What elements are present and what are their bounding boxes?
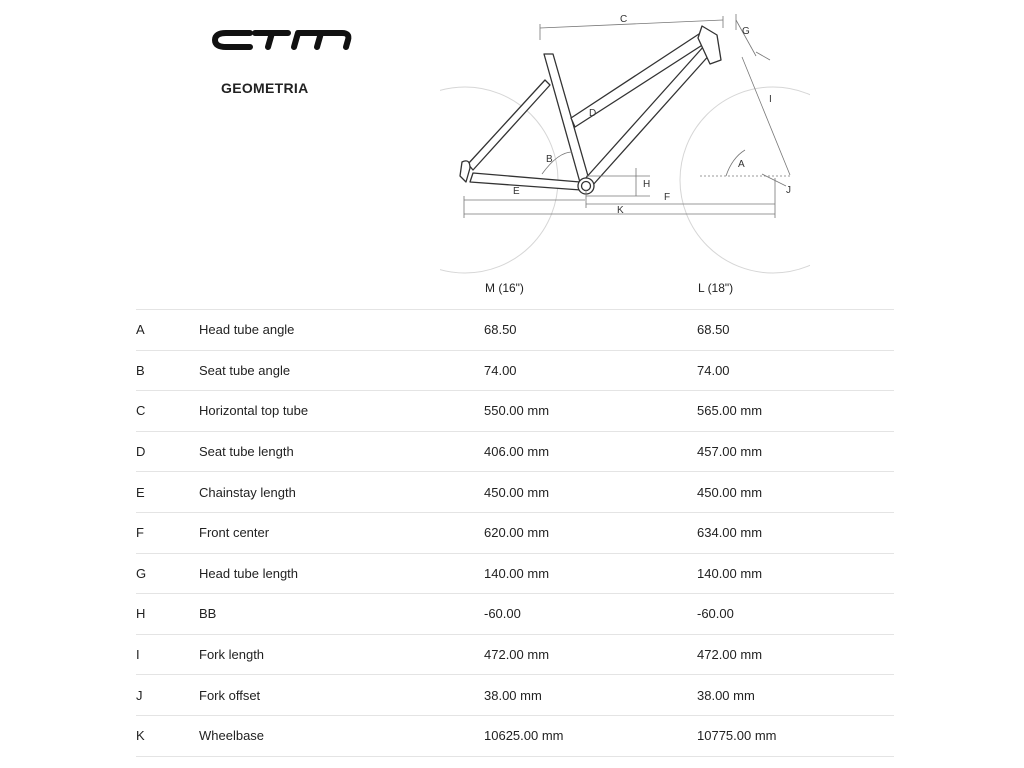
row-letter: D — [136, 444, 146, 460]
chainstay — [470, 173, 581, 190]
row-name: Seat tube angle — [199, 362, 291, 378]
label-d: D — [589, 108, 597, 119]
column-header-l: L (18") — [698, 281, 734, 295]
table-row — [136, 594, 894, 635]
table-row — [136, 310, 894, 351]
row-value-l: 10775.00 mm — [697, 728, 777, 744]
row-letter: J — [136, 687, 143, 703]
table-row — [136, 675, 894, 716]
table-row — [136, 553, 894, 594]
label-h: H — [643, 179, 651, 190]
row-name: Head tube length — [199, 565, 299, 581]
row-name: Seat tube length — [199, 444, 294, 460]
label-a: A — [738, 159, 745, 170]
row-letter: E — [136, 484, 145, 500]
row-letter: H — [136, 606, 146, 622]
row-letter: C — [136, 403, 146, 419]
row-name: Chainstay length — [199, 484, 296, 500]
table-row — [136, 431, 894, 472]
row-value-l: 450.00 mm — [697, 484, 763, 500]
geometry-table — [136, 309, 894, 757]
row-name: Horizontal top tube — [199, 403, 309, 419]
label-f: F — [664, 192, 671, 203]
label-k: K — [617, 205, 624, 216]
row-value-m: -60.00 — [484, 606, 521, 622]
seat-stay — [468, 80, 550, 170]
page-subtitle: GEOMETRIA — [221, 80, 309, 96]
label-i: I — [769, 94, 772, 105]
row-letter: A — [136, 322, 145, 338]
row-value-m: 10625.00 mm — [484, 728, 564, 744]
row-value-m: 38.00 mm — [484, 687, 542, 703]
table-row — [136, 391, 894, 432]
table-row — [136, 472, 894, 513]
row-name: Head tube angle — [199, 322, 295, 338]
row-letter: G — [136, 565, 147, 581]
row-value-l: 457.00 mm — [697, 444, 763, 460]
label-c: C — [620, 14, 628, 25]
table-row — [136, 715, 894, 756]
column-header-m: M (16") — [485, 281, 524, 295]
row-value-m: 620.00 mm — [484, 525, 550, 541]
row-letter: K — [136, 728, 145, 744]
row-value-m: 68.50 — [484, 322, 517, 338]
row-name: Wheelbase — [199, 728, 265, 744]
rear-dropout — [460, 161, 470, 182]
row-value-l: 472.00 mm — [697, 647, 763, 663]
row-name: Fork length — [199, 647, 265, 663]
row-value-l: -60.00 — [697, 606, 734, 622]
row-value-l: 68.50 — [697, 322, 730, 338]
row-letter: I — [136, 647, 140, 663]
row-value-m: 472.00 mm — [484, 647, 550, 663]
row-value-l: 634.00 mm — [697, 525, 763, 541]
row-value-l: 565.00 mm — [697, 403, 763, 419]
row-name: BB — [199, 606, 217, 622]
row-value-l: 38.00 mm — [697, 687, 755, 703]
row-name: Fork offset — [199, 687, 261, 703]
table-row — [136, 634, 894, 675]
label-b: B — [546, 154, 553, 165]
row-name: Front center — [199, 525, 270, 541]
row-value-m: 140.00 mm — [484, 565, 550, 581]
ctm-logo — [210, 24, 355, 54]
table-row — [136, 350, 894, 391]
row-value-m: 406.00 mm — [484, 444, 550, 460]
row-value-l: 140.00 mm — [697, 565, 763, 581]
row-letter: F — [136, 525, 144, 541]
label-j: J — [786, 185, 791, 196]
row-value-m: 550.00 mm — [484, 403, 550, 419]
label-e: E — [513, 186, 520, 197]
front-wheel — [680, 87, 810, 273]
row-letter: B — [136, 362, 145, 378]
row-value-m: 74.00 — [484, 362, 517, 378]
row-value-m: 450.00 mm — [484, 484, 550, 500]
row-value-l: 74.00 — [697, 362, 730, 378]
table-row — [136, 512, 894, 553]
bike-geometry-diagram — [440, 0, 810, 280]
label-g: G — [742, 26, 750, 37]
